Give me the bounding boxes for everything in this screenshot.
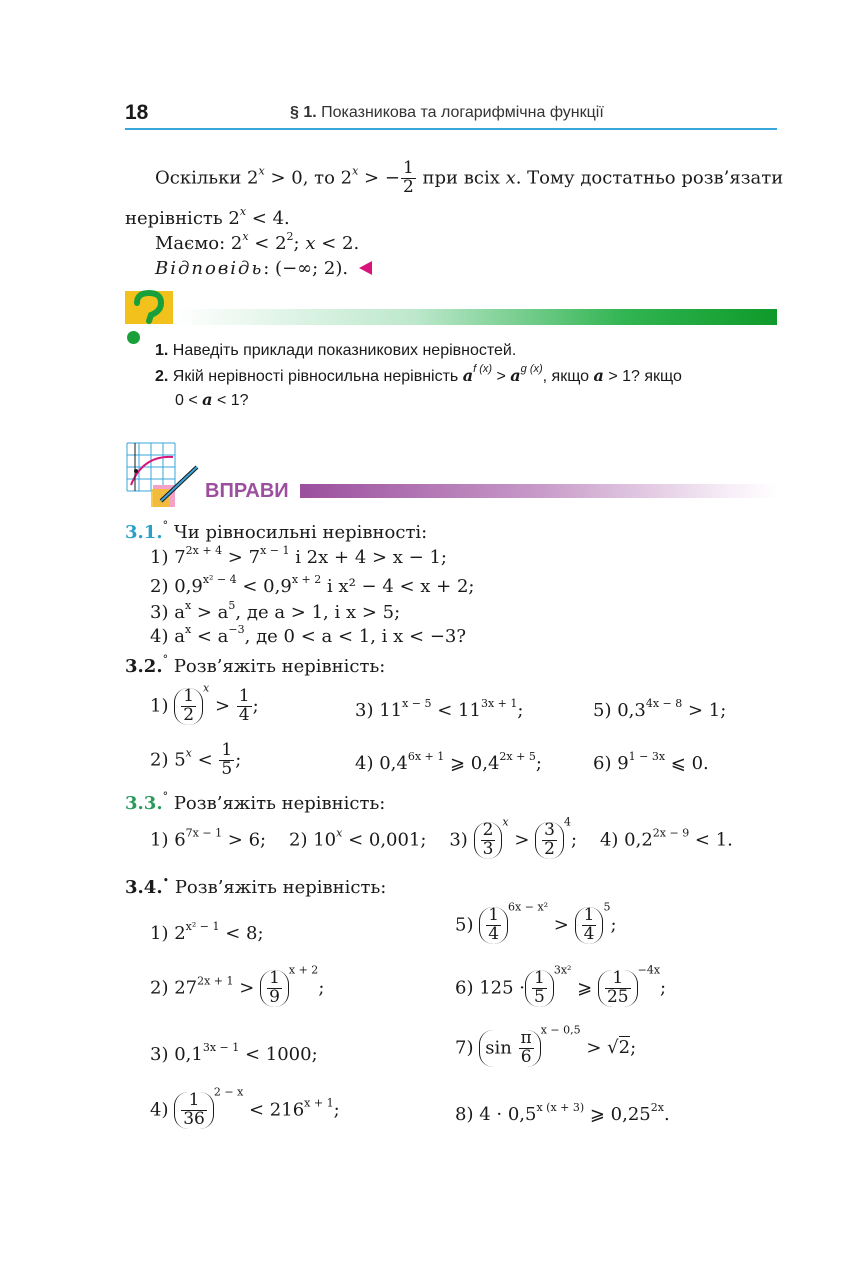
square-root: √2	[607, 1037, 631, 1059]
exercise-3-2-item-3: 3) $11^{x - 5} < 11^{3x + 1}$;	[355, 697, 524, 721]
end-of-solution-triangle-icon	[359, 261, 372, 275]
section-number: § 1.	[290, 104, 317, 121]
exercise-3-4-item-5: 5) $\frac{1}{4}$ $^{6x - x^2}$ > $\frac{1}{4}$ $^5$;	[455, 900, 617, 944]
questions-gradient-bar	[173, 309, 777, 325]
exercise-3-1-item-2: 2) $0,9^{x^2 - 4} < 0,9^{x + 2}$ і x² − 4 < x + 2;	[150, 573, 475, 597]
answer-label: Відповідь	[155, 258, 264, 279]
exercise-3-2-item-6: 6) $9^{1 - 3x}$ ⩽ 0.	[593, 750, 709, 774]
running-header	[290, 104, 604, 122]
exercise-3-3-items: 1) $6^{7x - 1} > 6$; 2) $10^x < 0,001$; 3) $\frac{2}{3}$ $^x$ > $\frac{3}{2}$ $^4$; 4) $0,2^{2x - 9} < 1$.	[150, 815, 733, 859]
answer-value: : (−∞; 2).	[263, 258, 349, 279]
exercise-3-1-item-1: 1) $7^{2x + 4} > 7^{x - 1}$ і 2x + 4 > x − 1;	[150, 544, 447, 568]
page-number: 18	[125, 101, 149, 124]
exercise-3-1-item-4: 4) $a^x < a^{-3}$, де 0 < a < 1, і x < −3?	[150, 623, 467, 647]
exercise-3-4-item-7: 7) sin $\frac{\pi}{6}$ $^{x - 0,5}$ > √2;	[455, 1023, 637, 1067]
question-dot-icon	[127, 331, 140, 344]
exercises-gradient-bar	[300, 484, 777, 498]
exercise-3-4-item-8: 8) $4 \cdot 0,5^{x (x + 3)}$ ⩾ $0,25^{2x}$.	[455, 1101, 670, 1125]
exercise-3-2-item-5: 5) $0,3^{4x - 8} > 1$;	[593, 697, 727, 721]
header-rule	[125, 128, 777, 130]
exercise-3-4-item-6: 6) 125 · $\frac{1}{5}$ $^{3x^2}$ ⩾ $\frac{1}{25}$ $^{-4x}$;	[455, 963, 667, 1007]
exercise-3-4-item-2: 2) $27^{2x + 1}$ > $\frac{1}{9}$ $^{x + 2}$;	[150, 963, 325, 1007]
exercise-3-2-item-1: 1) $\frac{1}{2}$ $^x$ > $\frac{1}{4}$ ;	[150, 681, 259, 725]
answer-line	[155, 258, 372, 279]
exercise-3-2-item-4: 4) $0,4^{6x + 1}$ ⩾ $0,4^{2x + 5}$;	[355, 750, 542, 774]
exercise-3-2-item-2: 2) $5^x$ < $\frac{1}{5}$ ;	[150, 740, 242, 779]
question-2: 2. Якій нерівності рівносильна нерівність $a^{f (x)} > a^{g (x)}$, якщо a > 1? якщо	[155, 363, 682, 385]
exercise-3-4-item-4: 4) $\frac{1}{36}$ $^{2 - x} < 216^{x + 1}$;	[150, 1085, 340, 1129]
fraction-one-half: $\frac{1}{2}$	[402, 158, 414, 197]
exercise-3-4-heading: 3.4.• Розв’яжіть нерівність:	[125, 874, 387, 898]
exercise-3-4-item-3: 3) $0,1^{3x - 1} < 1000$;	[150, 1041, 318, 1065]
solution-line-3: Маємо: $2^x < 2^2$; x < 2.	[155, 230, 360, 254]
question-2-continuation: 0 < a < 1?	[175, 390, 249, 409]
exercise-3-4-item-1: 1) $2^{x^2 - 1} < 8$;	[150, 920, 264, 944]
section-title: Показникова та логарифмічна функції	[321, 104, 604, 121]
exercises-grid-pencil-icon	[125, 441, 205, 513]
solution-line-1: Оскільки $2^x > 0$, то $2^x$ > − $\frac{1}{2}$ при всіх x. Тому достатньо розв’язати	[155, 158, 784, 197]
exercise-3-3-heading: 3.3.° Розв’яжіть нерівність:	[125, 790, 386, 814]
exercise-3-1-heading: 3.1.° Чи рівносильні нерівності:	[125, 519, 428, 543]
exercise-3-2-heading: 3.2.° Розв’яжіть нерівність:	[125, 653, 386, 677]
question-mark-icon	[125, 291, 173, 324]
question-1: 1. Наведіть приклади показникових нерівностей.	[155, 342, 517, 359]
exercise-3-1-item-3: 3) $a^x > a^5$, де a > 1, і x > 5;	[150, 599, 401, 623]
exercises-title: ВПРАВИ	[205, 480, 289, 502]
solution-line-2: нерівність $2^x < 4$.	[125, 205, 290, 229]
